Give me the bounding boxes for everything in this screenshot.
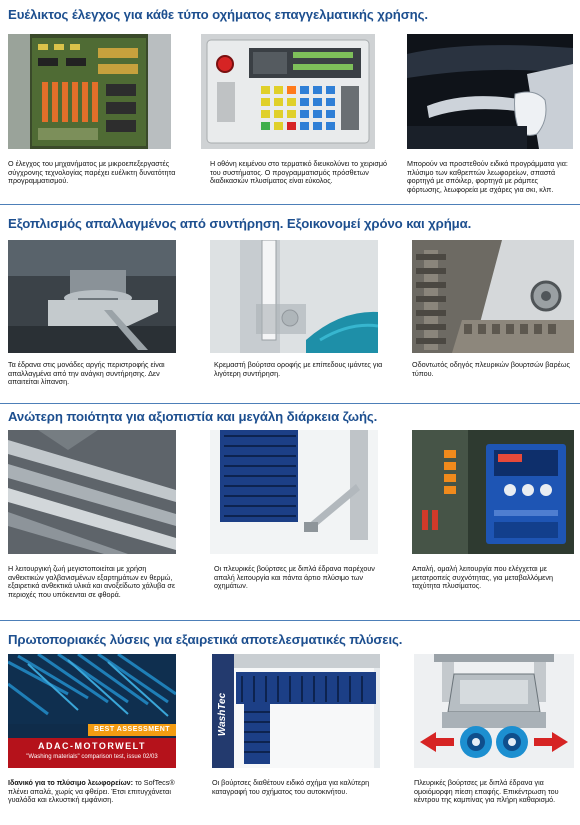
section-4-caption-3: Πλευρικές βούρτσες με διπλά έδρανα για ομοιόμορφη πίεση επαφής. Επικέντρωση του κέντρου της καμπίνας για πλήρη καθαρισμό.	[414, 778, 559, 805]
bearing-unit-image	[8, 240, 176, 353]
section-4-caption-1-bold: Ιδανικό για το πλύσιμο λεωφορείων:	[8, 778, 134, 787]
softecs-brush-image	[8, 654, 176, 768]
section-1-caption-1: Ο έλεγχος του μηχανήματος με μικροεπεξεργαστές σύγχρονης τεχνολογίας παρέχει ευέλικτη δυνατότητα προγραμματισμού.	[8, 159, 176, 186]
section-divider	[0, 204, 580, 205]
section-4-heading: Πρωτοποριακές λύσεις για εξαιρετικά αποτελεσματικές πλύσεις.	[8, 632, 403, 647]
adac-brand: ADAC-MOTORWELT	[38, 741, 146, 751]
galvanized-rail-image	[8, 430, 176, 554]
adac-badge	[8, 738, 176, 768]
shaped-brush-gantry-image	[212, 654, 380, 768]
section-3-caption-2: Οι πλευρικές βούρτσες με διπλά έδρανα παρέχουν απαλή λειτουργία και πάντα άρτιο πλύσιμο των οχημάτων.	[214, 564, 375, 591]
section-divider	[0, 620, 580, 621]
washtec-logo-text: WashTec	[217, 692, 229, 736]
section-4-caption-1	[8, 779, 184, 805]
section-2-heading: Εξοπλισμός απαλλαγμένος από συντήρηση. Εξοικονομεί χρόνο και χρήμα.	[8, 216, 472, 231]
section-2-caption-3: Οδοντωτός οδηγός πλευρικών βουρτσών βαρέως τύπου.	[412, 360, 570, 378]
section-1-heading: Ευέλικτος έλεγχος για κάθε τύπο οχήματος επαγγελματικής χρήσης.	[8, 7, 428, 22]
section-1-caption-3: Μπορούν να προστεθούν ειδικά προγράμματα για: πλύσιμο των καθρεπτών λεωφορείων, σπαστά φορτηγά με σπόιλερ, φορτηγά με ράμπες φόρτωσης, λεωφορεία με σχάρες για σκι, κλπ.	[407, 159, 568, 194]
section-2-caption-1: Τα έδρανα στις μονάδες αργής περιστροφής είναι απαλλαγμένα από την ανάγκη συντήρησης. Δεν απαιτείται λίπανση.	[8, 360, 165, 387]
side-brush-image	[210, 430, 378, 554]
section-4-caption-2: Οι βούρτσες διαθέτουν ειδικό σχήμα για καλύτερη καταγραφή του σχήματος του αυτοκινήτου.	[212, 778, 370, 796]
best-assessment-label: BEST ASSESSMENT	[88, 724, 176, 736]
bus-mirror-image	[407, 34, 573, 149]
section-3-caption-1: Η λειτουργική ζωή μεγιστοποιείται με χρήση ανθεκτικών γαλβανισμένων εξαρτημάτων εν θερμώ, εξαιρετικά ανθεκτικά υλικά και ανοξείδωτο χάλυβα σε περιοχές που υπόκεινται σε φθορά.	[8, 564, 176, 599]
section-3-heading: Ανώτερη ποιότητα για αξιοπιστία και μεγάλη διάρκεια ζωής.	[8, 409, 378, 424]
double-bearing-diagram-image	[414, 654, 574, 768]
adac-quote: "Washing materials" comparison test, issue 02/03	[26, 754, 158, 760]
keypad-terminal-image	[201, 34, 375, 149]
frequency-converter-image	[412, 430, 574, 554]
section-1-caption-2: Η οθόνη κειμένου στο τερματικό διευκολύνει το χειρισμό του συστήματος. Ο προγραμματισμός πρόσθετων διαδικασιών πλυσίματος είναι εύκολος.	[210, 159, 387, 186]
section-divider	[0, 403, 580, 404]
section-3-caption-3: Απαλή, ομαλή λειτουργία που ελέγχεται με μετατροπείς συχνότητας, για μεταβαλλόμενη ταχύτητα πλυσίματος.	[412, 564, 553, 591]
gear-rail-image	[412, 240, 574, 353]
section-2-caption-2: Κρεμαστή βούρτσα οροφής με επίπεδους ιμάντες για λιγότερη συντήρηση.	[214, 360, 383, 378]
washtec-logo	[212, 664, 234, 764]
section-4-caption-1-rest: το SofTecs® πλένει απαλά, χωρίς να φθείρει. Έτσι επιτυγχάνεται γυαλάδα και ελκυστική εμφάνιση.	[8, 778, 175, 805]
roof-brush-image	[210, 240, 378, 353]
control-board-image	[8, 34, 171, 149]
